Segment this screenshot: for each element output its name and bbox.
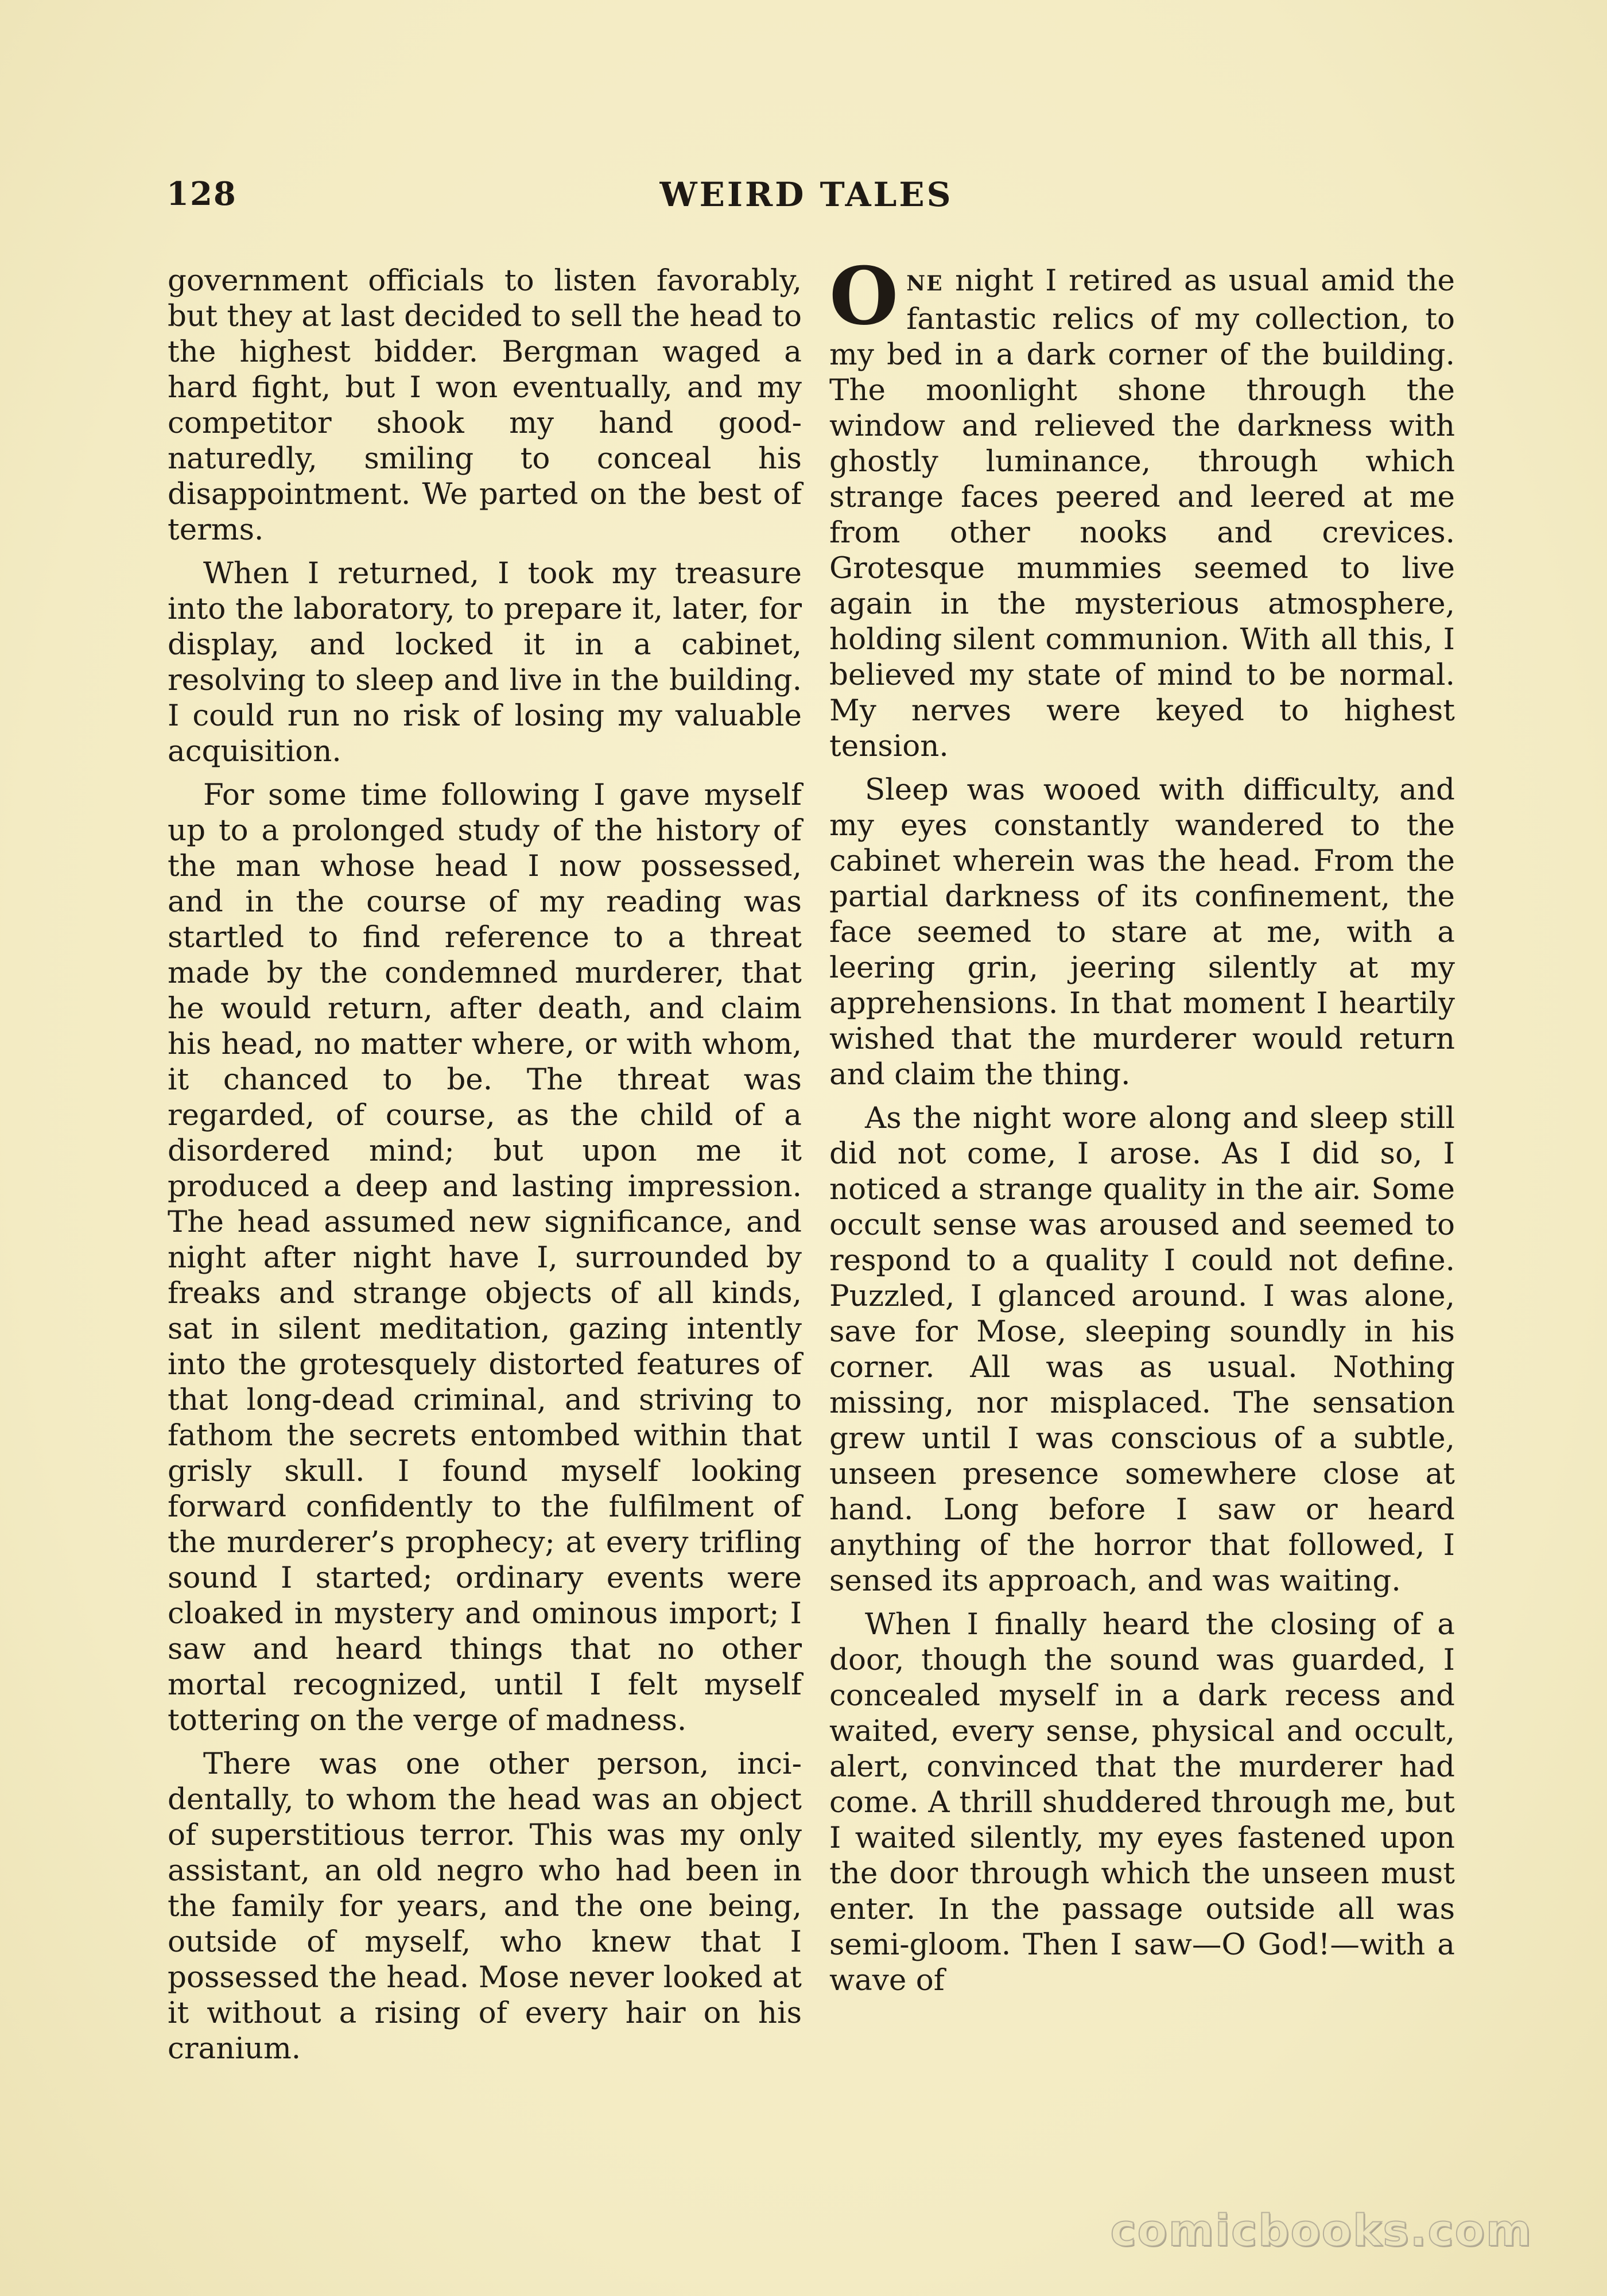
running-head: WEIRD TALES xyxy=(659,175,953,214)
paragraph: As the night wore along and sleep still did not come, I arose. As I did so, I noticed a strange quality in the air. Some occult sense was aroused and seemed to respond to a quality I could not define. Puzzled, I glanced around. I was alone, save for Mose, sleeping soundly in his corner. All was as usual. Nothing missing, nor misplaced. The sensation grew until I was conscious of a subtle, unseen presence somewhere close at hand. Long before I saw or heard anything of the horror that followed, I sensed its approach, and was waiting. xyxy=(829,1101,1455,1598)
paragraph: Sleep was wooed with difficulty, and my eyes constantly wandered to the cabinet wherein was the head. From the partial darkness of its confinement, the face seemed to stare at me, with a leering grin, jeering silently at my apprehensions. In that moment I heartily wished that the murderer would return and claim the thing. xyxy=(829,773,1455,1092)
opening-paragraph xyxy=(829,249,1455,764)
opening-text: night I retired as usual amid the fantastic relics of my collection, to my bed in a dark corner of the building. The moonlight shone through the window and relieved the darkness with ghostly luminance, through which strange faces peered and leered at me from other nooks and crevices. Grotesque mummies seemed to live again in the mysterious atmosphere, holding silent communion. With all this, I believed my state of mind to be normal. My nerves were keyed to highest tension. xyxy=(829,263,1455,763)
page-number: 128 xyxy=(166,175,237,213)
paragraph: government officials to listen favorably, but they at last decided to sell the head to the highest bidder. Bergman waged a hard fight, but I won eventually, and my competitor shook my hand good-naturedly, smiling to conceal his disappointment. We parted on the best of terms. xyxy=(168,263,802,547)
paragraph: There was one other person, incidentally, to whom the head was an object of superstitious terror. This was my only assistant, an old negro who had been in the family for years, and the one being, outside of myself, who knew that I possessed the head. Mose never looked at it without a rising of every hair on his cranium. xyxy=(168,1747,802,2066)
paragraph: When I returned, I took my treasure into the laboratory, to prepare it, later, for display, and locked it in a cabinet, resolving to sleep and live in the building. I could run no risk of losing my valuable acquisition. xyxy=(168,556,802,769)
page-header xyxy=(166,175,1446,221)
left-column xyxy=(168,263,802,2074)
watermark: comicbooks.com xyxy=(1110,2205,1532,2256)
right-column xyxy=(829,249,1455,2006)
small-caps-lead: NE xyxy=(906,272,944,296)
paragraph: When I finally heard the closing of a door, though the sound was guarded, I concealed myself in a dark recess and waited, every sense, physical and occult, alert, convinced that the murderer had come. A thrill shuddered through me, but I waited silently, my eyes fastened upon the door through which the unseen must enter. In the passage outside all was semi-gloom. Then I saw—O God!—with a wave of xyxy=(829,1607,1455,1998)
drop-cap: O xyxy=(829,249,899,343)
paragraph: For some time following I gave myself up to a prolonged study of the history of the man whose head I now possessed, and in the course of my reading was startled to find reference to a threat made by the condemned murderer, that he would return, after death, and claim his head, no matter where, or with whom, it chanced to be. The threat was regarded, of course, as the child of a disordered mind; but upon me it produced a deep and lasting impression. The head assumed new significance, and night after night have I, surrounded by freaks and strange objects of all kinds, sat in silent meditation, gazing intently into the grotesquely distorted features of that long-dead criminal, and striving to fathom the secrets entombed within that grisly skull. I found myself looking forward confidently to the fulfilment of the murderer’s prophecy; at every trifling sound I started; ordinary events were cloaked in mystery and ominous import; I saw and heard things that no other mortal recognized, until I felt myself tottering on the verge of madness. xyxy=(168,778,802,1737)
